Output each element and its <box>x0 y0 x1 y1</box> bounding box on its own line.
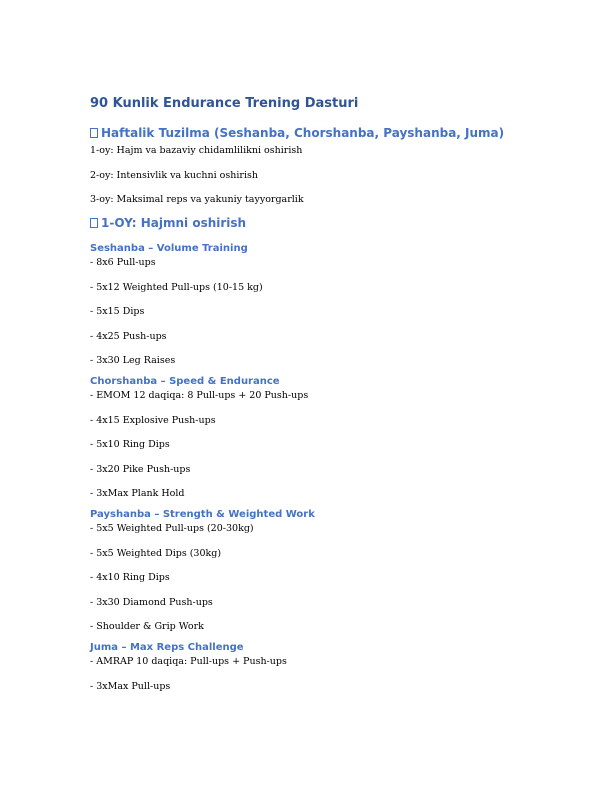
list-item: - 4x25 Push-ups <box>90 330 167 342</box>
structure-line-month-2: 2-oy: Intensivlik va kuchni oshirish <box>90 169 258 181</box>
list-item: - 8x6 Pull-ups <box>90 257 156 268</box>
list-item: - 3x30 Diamond Push-ups <box>90 596 213 608</box>
list-item: - AMRAP 10 daqiqa: Pull-ups + Push-ups <box>90 656 287 667</box>
document-title: 90 Kunlik Endurance Trening Dasturi <box>90 96 359 111</box>
document-page <box>90 96 550 704</box>
day-heading-friday: Juma – Max Reps Challenge <box>90 642 244 653</box>
day-block-thursday <box>90 508 550 633</box>
weekly-structure-section <box>90 126 550 206</box>
list-item: - 5x12 Weighted Pull-ups (10-15 kg) <box>90 281 263 293</box>
structure-line-month-3: 3-oy: Maksimal reps va yakuniy tayyorgarlik <box>90 194 304 205</box>
list-item: - Shoulder & Grip Work <box>90 621 204 632</box>
list-item: - 5x15 Dips <box>90 306 145 317</box>
list-item: - 5x5 Weighted Pull-ups (20-30kg) <box>90 523 254 534</box>
list-item: - 3x30 Leg Raises <box>90 355 176 366</box>
day-block-tuesday <box>90 242 550 367</box>
day-heading-wednesday: Chorshanba – Speed & Endurance <box>90 376 280 387</box>
missing-glyph-icon <box>90 218 98 228</box>
day-heading-thursday: Payshanba – Strength & Weighted Work <box>90 509 315 520</box>
list-item: - 5x5 Weighted Dips (30kg) <box>90 547 222 559</box>
weekly-structure-heading <box>90 126 550 141</box>
day-block-friday <box>90 641 550 693</box>
list-item: - 4x15 Explosive Push-ups <box>90 414 216 426</box>
month1-heading-text: 1-OY: Hajmni oshirish <box>101 216 247 230</box>
missing-glyph-icon <box>90 128 98 138</box>
list-item: - 5x10 Ring Dips <box>90 439 170 450</box>
list-item: - 3xMax Plank Hold <box>90 488 185 499</box>
list-item: - 3x20 Pike Push-ups <box>90 463 191 475</box>
list-item: - EMOM 12 daqiqa: 8 Pull-ups + 20 Push-ups <box>90 390 309 401</box>
structure-line-month-1: 1-oy: Hajm va bazaviy chidamlilikni oshirish <box>90 145 303 156</box>
month1-heading <box>90 216 550 231</box>
weekly-structure-heading-text: Haftalik Tuzilma (Seshanba, Chorshanba, Payshanba, Juma) <box>101 126 505 140</box>
list-item: - 3xMax Pull-ups <box>90 680 171 692</box>
list-item: - 4x10 Ring Dips <box>90 572 170 583</box>
day-heading-tuesday: Seshanba – Volume Training <box>90 243 248 254</box>
month1-section <box>90 216 550 693</box>
day-block-wednesday <box>90 375 550 500</box>
